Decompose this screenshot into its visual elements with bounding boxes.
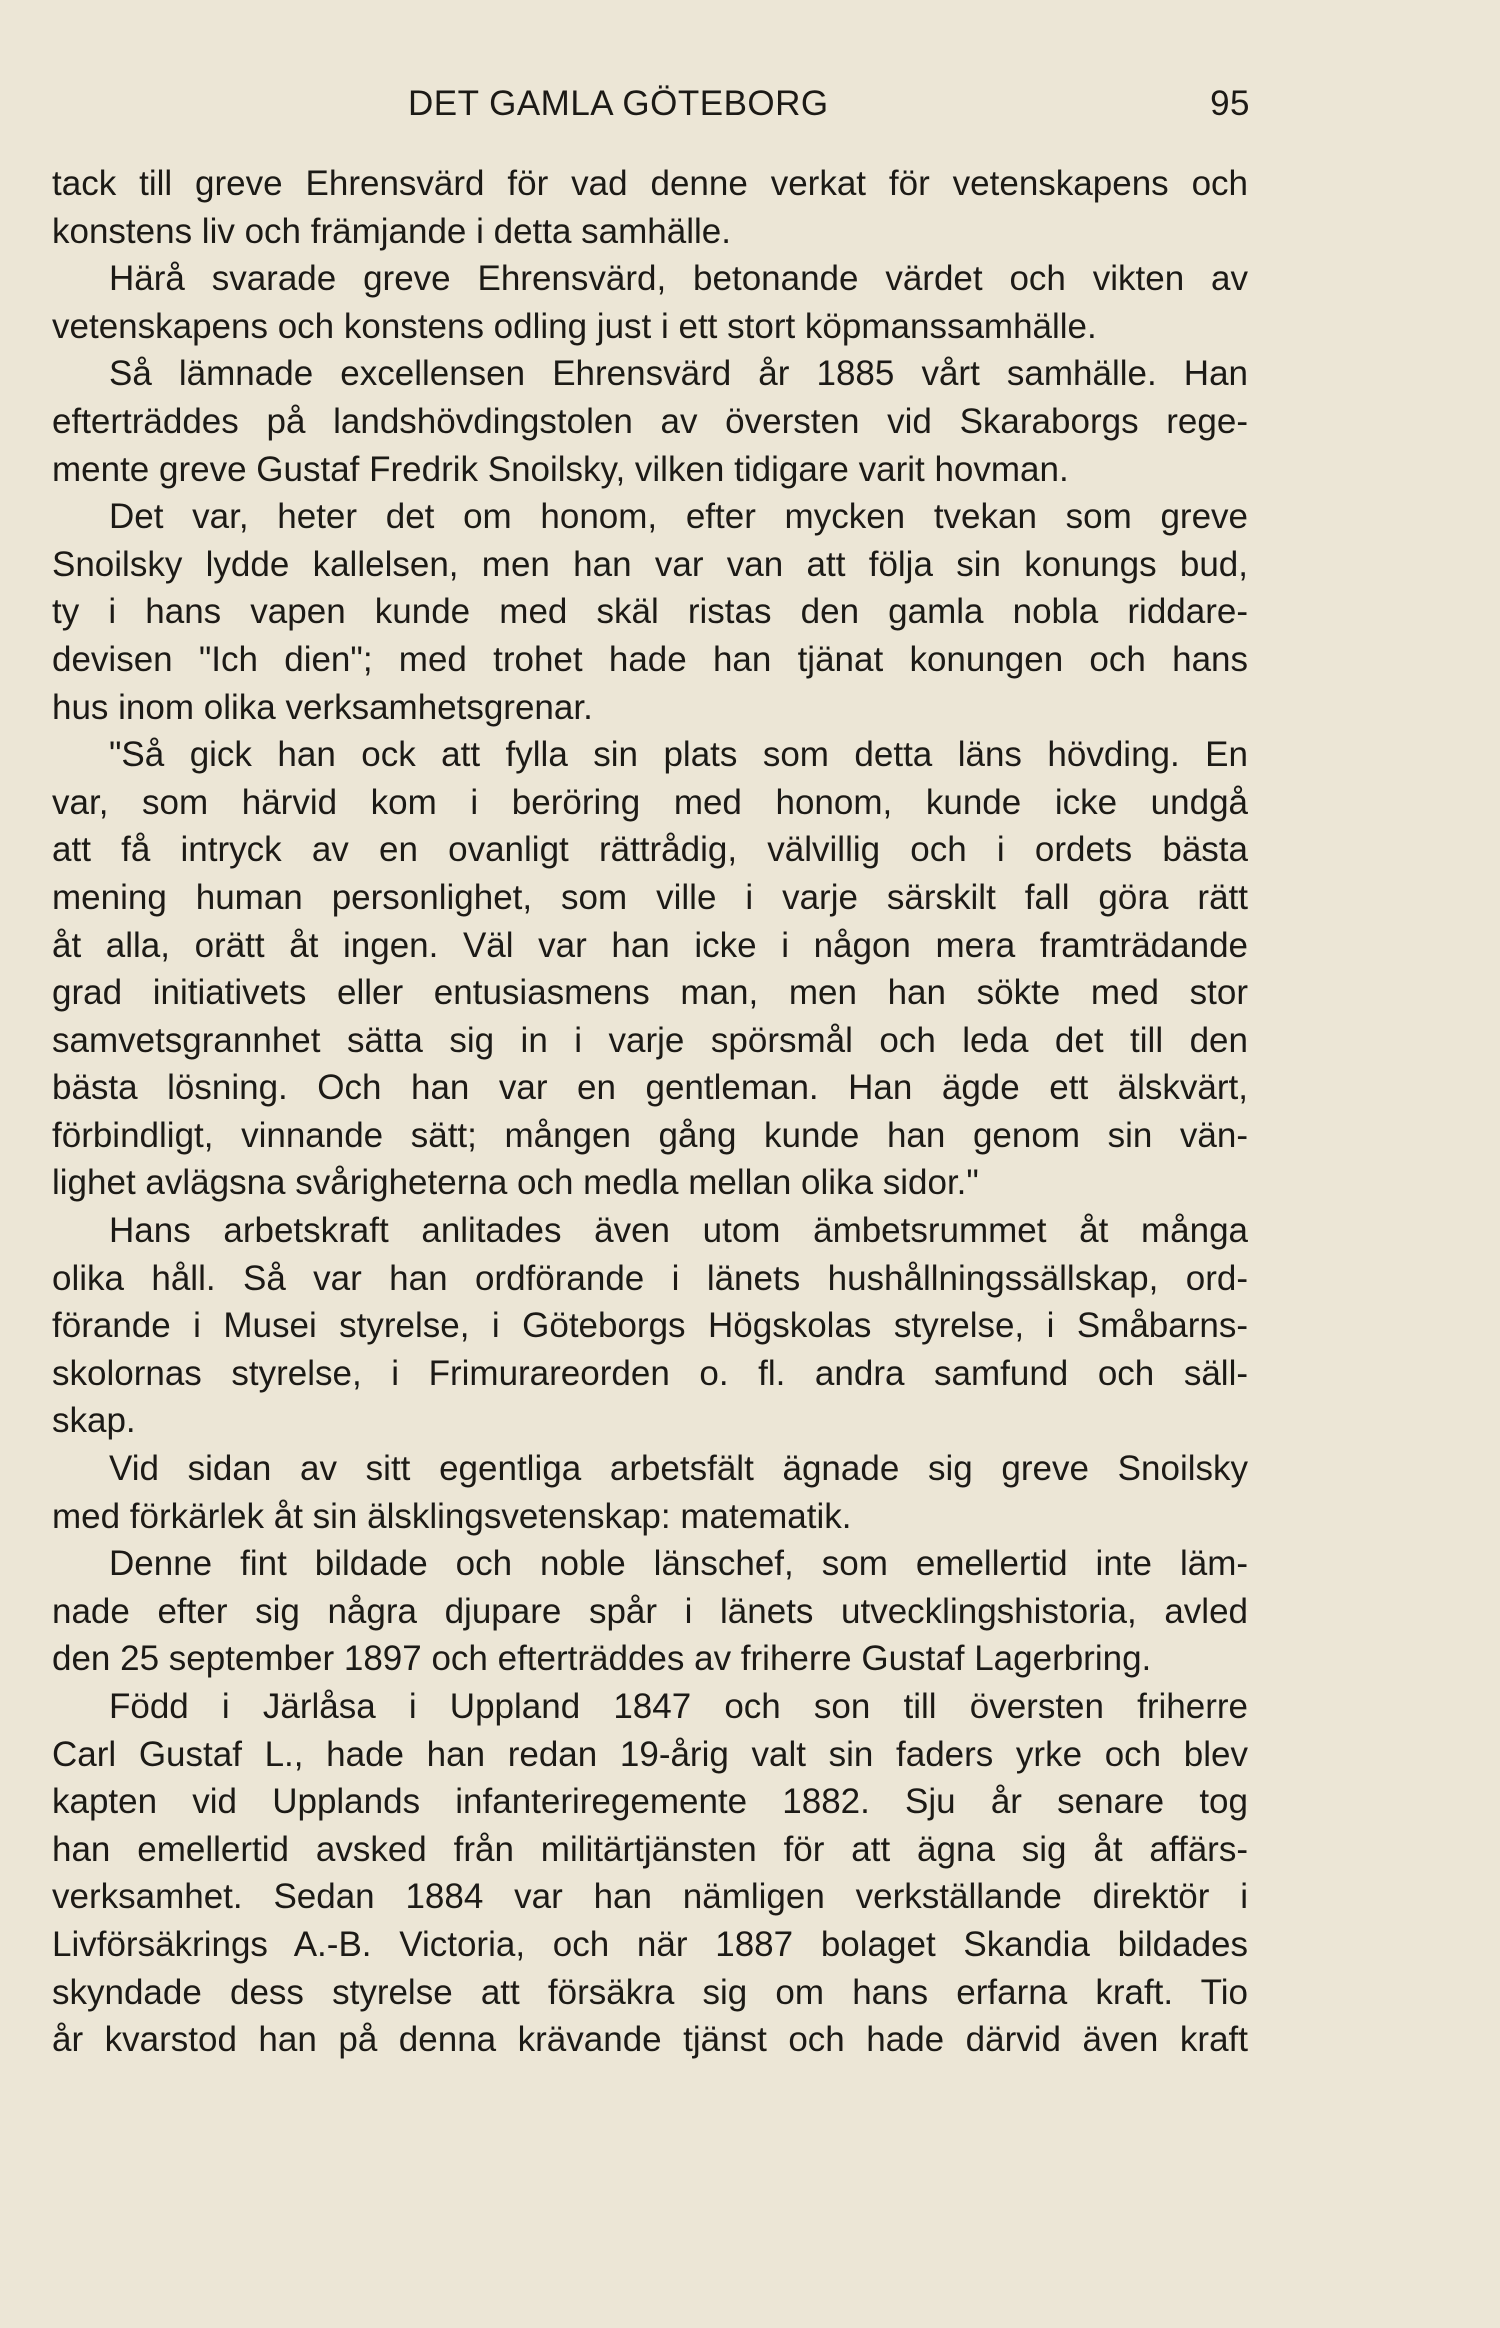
- text-line: Carl Gustaf L., hade han redan 19-årig valt sin faders yrke och blev: [52, 1734, 1248, 1774]
- paragraph: [52, 731, 1248, 1207]
- paragraph: [52, 1445, 1248, 1540]
- text-line: skyndade dess styrelse att försäkra sig om hans erfarna kraft. Tio: [52, 1972, 1248, 2012]
- text-line: Snoilsky lydde kallelsen, men han var van att följa sin konungs bud,: [52, 544, 1248, 584]
- running-head: [52, 84, 1250, 134]
- paragraph: [52, 1683, 1248, 2064]
- text-line: mente greve Gustaf Fredrik Snoilsky, vilken tidigare varit hovman.: [52, 449, 1069, 489]
- text-line: "Så gick han ock att fylla sin plats som detta läns hövding. En: [109, 735, 1248, 775]
- text-line: nade efter sig några djupare spår i länets utvecklingshistoria, avled: [52, 1591, 1248, 1631]
- text-line: år kvarstod han på denna krävande tjänst och hade därvid även kraft: [52, 2020, 1248, 2060]
- text-line: förbindligt, vinnande sätt; mången gång kunde han genom sin vän-: [52, 1115, 1248, 1155]
- body-text: [52, 160, 1248, 2064]
- paragraph: [52, 160, 1248, 255]
- text-line: samvetsgrannhet sätta sig in i varje spörsmål och leda det till den: [52, 1020, 1248, 1060]
- text-line: Född i Järlåsa i Uppland 1847 och son till översten friherre: [109, 1687, 1248, 1726]
- paragraph: [52, 1207, 1248, 1445]
- text-line: Livförsäkrings A.-B. Victoria, och när 1887 bolaget Skandia bildades: [52, 1924, 1248, 1964]
- text-line: grad initiativets eller entusiasmens man, men han sökte med stor: [52, 973, 1248, 1013]
- paragraph: [52, 493, 1248, 731]
- text-line: Vid sidan av sitt egentliga arbetsfält ägnade sig greve Snoilsky: [109, 1449, 1248, 1489]
- text-line: Så lämnade excellensen Ehrensvärd år 1885 vårt samhälle. Han: [109, 354, 1248, 394]
- paragraph: [52, 1540, 1248, 1683]
- text-line: tack till greve Ehrensvärd för vad denne verkat för vetenskapens och: [52, 164, 1248, 203]
- text-line: efterträddes på landshövdingstolen av översten vid Skaraborgs rege-: [52, 401, 1248, 441]
- text-line: konstens liv och främjande i detta samhälle.: [52, 211, 731, 251]
- text-line: var, som härvid kom i beröring med honom, kunde icke undgå: [52, 782, 1248, 822]
- text-line: skap.: [52, 1401, 136, 1441]
- text-line: devisen "Ich dien"; med trohet hade han tjänat konungen och hans: [52, 639, 1248, 679]
- text-line: Hans arbetskraft anlitades även utom ämbetsrummet åt många: [109, 1211, 1248, 1251]
- text-line: skolornas styrelse, i Frimurareorden o. fl. andra samfund och säll-: [52, 1353, 1248, 1393]
- text-line: åt alla, orätt åt ingen. Väl var han icke i någon mera framträdande: [52, 925, 1248, 965]
- text-line: hus inom olika verksamhetsgrenar.: [52, 687, 593, 727]
- text-line: olika håll. Så var han ordförande i länets hushållningssällskap, ord-: [52, 1258, 1248, 1298]
- text-line: lighet avlägsna svårigheterna och medla mellan olika sidor.": [52, 1163, 979, 1203]
- text-line: kapten vid Upplands infanteriregemente 1882. Sju år senare tog: [52, 1782, 1248, 1822]
- text-line: att få intryck av en ovanligt rättrådig, välvillig och i ordets bästa: [52, 830, 1248, 870]
- text-line: Det var, heter det om honom, efter mycken tvekan som greve: [109, 497, 1248, 537]
- text-line: verksamhet. Sedan 1884 var han nämligen verkställande direktör i: [52, 1877, 1248, 1917]
- text-line: vetenskapens och konstens odling just i ett stort köpmanssamhälle.: [52, 306, 1097, 346]
- text-line: ty i hans vapen kunde med skäl ristas den gamla nobla riddare-: [52, 592, 1248, 632]
- text-line: han emellertid avsked från militärtjänsten för att ägna sig åt affärs-: [52, 1829, 1248, 1869]
- text-line: Denne fint bildade och noble länschef, som emellertid inte läm-: [109, 1544, 1248, 1584]
- text-line: bästa lösning. Och han var en gentleman. Han ägde ett älskvärt,: [52, 1068, 1248, 1108]
- paragraph: [52, 255, 1248, 350]
- text-line: med förkärlek åt sin älsklingsvetenskap: matematik.: [52, 1496, 852, 1536]
- paragraph: [52, 350, 1248, 493]
- running-title: DET GAMLA GÖTEBORG: [408, 84, 829, 123]
- text-line: Härå svarade greve Ehrensvärd, betonande värdet och vikten av: [109, 259, 1248, 299]
- text-line: förande i Musei styrelse, i Göteborgs Högskolas styrelse, i Småbarns-: [52, 1306, 1248, 1346]
- page-number: 95: [1210, 84, 1250, 123]
- text-line: mening human personlighet, som ville i varje särskilt fall göra rätt: [52, 877, 1248, 917]
- text-line: den 25 september 1897 och efterträddes av friherre Gustaf Lagerbring.: [52, 1639, 1152, 1679]
